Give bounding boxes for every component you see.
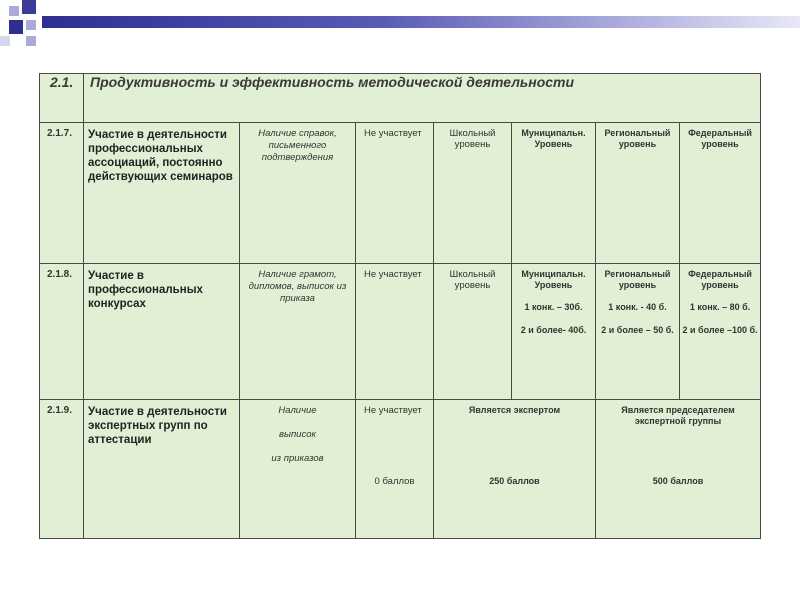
table-row	[40, 264, 761, 400]
chair-cell	[596, 400, 761, 539]
criterion-name: Участие в профессиональных конкурсах	[84, 264, 240, 400]
expert-score: 250 баллов	[489, 476, 540, 486]
not-participating-cell	[356, 400, 434, 539]
deco-square-3	[9, 20, 23, 34]
confirmation-documents: Наличие грамот, дипломов, выписок из приказа	[240, 264, 356, 400]
regional-more-contests: 2 и более – 50 б.	[601, 325, 674, 335]
table-row	[40, 123, 761, 264]
confirmation-documents: Наличие справок, письменного подтверждения	[240, 123, 356, 264]
expert-role: Является экспертом	[468, 405, 561, 415]
not-participating: Не участвует	[356, 123, 434, 264]
municipal-level: Муниципальн. Уровень	[521, 269, 586, 290]
row-code: 2.1.7.	[40, 123, 84, 264]
municipal-level: Муниципальн. Уровень	[512, 123, 596, 264]
criterion-name: Участие в деятельности профессиональных ассоциаций, постоянно действующих семинаров	[84, 123, 240, 264]
table-row	[40, 400, 761, 539]
regional-one-contest: 1 конк. - 40 б.	[608, 302, 667, 312]
documents-line-2: выписок	[279, 429, 316, 440]
federal-one-contest: 1 конк. – 80 б.	[689, 302, 751, 312]
chair-role: Является председателем экспертной группы	[621, 405, 735, 426]
criterion-name: Участие в деятельности экспертных групп по аттестации	[84, 400, 240, 539]
criteria-table	[39, 73, 761, 539]
not-participating-score: 0 баллов	[374, 476, 415, 487]
row-code: 2.1.8.	[40, 264, 84, 400]
deco-square-4	[26, 20, 36, 30]
chair-score: 500 баллов	[652, 476, 704, 486]
regional-level: Региональный уровень	[596, 123, 680, 264]
municipal-one-contest: 1 конк. – 30б.	[524, 302, 583, 312]
deco-square-6	[26, 36, 36, 46]
section-header-row	[40, 74, 761, 123]
decorative-squares	[0, 0, 800, 60]
deco-square-1	[9, 6, 19, 16]
not-participating: Не участвует	[356, 264, 434, 400]
federal-more-contests: 2 и более –100 б.	[682, 325, 758, 335]
documents-line-1: Наличие	[278, 405, 317, 416]
municipal-level-cell	[512, 264, 596, 400]
section-number: 2.1.	[40, 74, 84, 123]
documents-line-3: из приказов	[271, 453, 324, 464]
federal-level-cell	[680, 264, 761, 400]
regional-level: Региональный уровень	[604, 269, 671, 290]
municipal-more-contests: 2 и более- 40б.	[520, 325, 587, 335]
school-level: Школьный уровень	[434, 123, 512, 264]
title-bar-gradient	[42, 16, 800, 28]
deco-square-5	[0, 36, 10, 46]
confirmation-documents	[240, 400, 356, 539]
not-participating: Не участвует	[364, 405, 422, 416]
federal-level: Федеральный уровень	[680, 123, 761, 264]
federal-level: Федеральный уровень	[688, 269, 752, 290]
row-code: 2.1.9.	[40, 400, 84, 539]
regional-level-cell	[596, 264, 680, 400]
expert-cell	[434, 400, 596, 539]
deco-square-2	[22, 0, 36, 14]
school-level: Школьный уровень	[434, 264, 512, 400]
section-title: Продуктивность и эффективность методической деятельности	[84, 74, 761, 123]
